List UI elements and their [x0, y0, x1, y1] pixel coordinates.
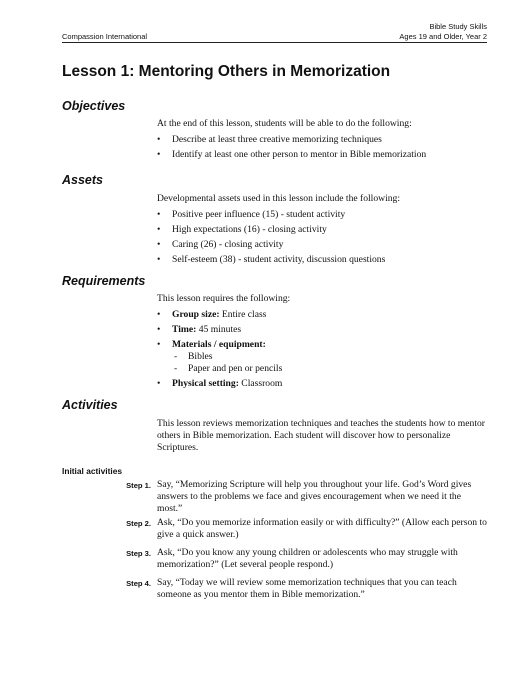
step-text: Ask, “Do you memorize information easily or with difficulty?” (Allow each person to give a quick answer.)	[157, 517, 487, 540]
list-item: • Identify at least one other person to mentor in Bible memorization	[157, 149, 487, 161]
activities-heading: Activities	[62, 398, 118, 412]
step-text: Say, “Today we will review some memorization techniques that you can teach someone as you mentor them in Bible memorization.”	[157, 577, 457, 600]
step-label: Step 2.	[126, 519, 151, 528]
objectives-section	[157, 118, 487, 161]
setting-label: Physical setting:	[172, 378, 239, 389]
list-item	[157, 309, 487, 321]
course-name: Bible Study Skills	[429, 22, 487, 31]
assets-section	[157, 193, 487, 266]
list-item: - Bibles	[172, 351, 487, 363]
materials-label: Materials / equipment:	[172, 339, 266, 350]
activities-section	[157, 418, 487, 454]
header-divider	[62, 42, 487, 43]
running-header-right	[399, 22, 487, 42]
step-text: Ask, “Do you know any young children or adolescents who may struggle with memorization?” (Let several people respond.)	[157, 547, 458, 570]
objectives-heading: Objectives	[62, 99, 126, 113]
requirements-heading: Requirements	[62, 274, 146, 288]
activities-intro: This lesson reviews memorization techniques and teaches the students how to mentor others in Bible memorization. Each student will discover how to personalize Scriptures.	[157, 418, 485, 453]
list-item: - Paper and pen or pencils	[172, 363, 487, 375]
list-item	[157, 339, 487, 375]
step-label: Step 1.	[126, 481, 151, 490]
group-size-label: Group size:	[172, 309, 220, 320]
list-item	[157, 324, 487, 336]
requirements-section	[157, 293, 487, 390]
step-text: Say, “Memorizing Scripture will help you throughout your life. God’s Word gives answers to the problems we face and gives encouragement when we need it the most.”	[157, 479, 472, 514]
objectives-intro: At the end of this lesson, students will be able to do the following:	[157, 118, 412, 129]
materials-list	[172, 351, 487, 375]
time-value: 45 minutes	[196, 324, 242, 335]
list-item	[157, 378, 487, 390]
requirements-intro: This lesson requires the following:	[157, 293, 291, 304]
list-item: • Positive peer influence (15) - student activity	[157, 209, 487, 221]
list-item: • Describe at least three creative memorizing techniques	[157, 134, 487, 146]
objectives-list	[157, 134, 487, 161]
list-item: • Caring (26) - closing activity	[157, 239, 487, 251]
setting-value: Classroom	[238, 378, 283, 389]
assets-intro: Developmental assets used in this lesson include the following:	[157, 193, 401, 204]
assets-list	[157, 209, 487, 266]
step-label: Step 3.	[126, 549, 151, 558]
initial-activities-heading: Initial activities	[62, 466, 123, 476]
lesson-title: Lesson 1: Mentoring Others in Memorization	[62, 63, 391, 80]
list-item: • High expectations (16) - closing activity	[157, 224, 487, 236]
assets-heading: Assets	[62, 173, 103, 187]
group-size-value: Entire class	[219, 309, 267, 320]
requirements-list	[157, 309, 487, 390]
audience-label: Ages 19 and Older, Year 2	[399, 32, 487, 41]
list-item: • Self-esteem (38) - student activity, discussion questions	[157, 254, 487, 266]
time-label: Time:	[172, 324, 197, 335]
step-label: Step 4.	[126, 579, 151, 588]
organization-name: Compassion International	[62, 32, 148, 41]
